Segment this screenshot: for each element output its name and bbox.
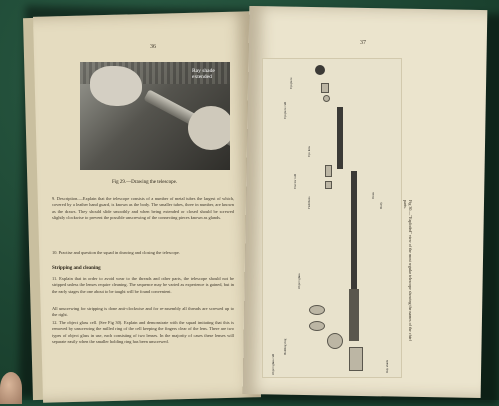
label-ray-shade: Ray shade [385,359,389,373]
left-page-number: 36 [150,44,156,50]
label-body: Body [379,202,383,209]
label-object-glass: Object glass [297,273,301,289]
label-holding-ring: Holding ring [283,338,287,355]
body-part [349,289,359,341]
erector-tube-part [337,107,343,169]
eye-lens-part [323,95,330,102]
paragraph-11: 11. Explain that in order to avoid wear to the threads and other parts, the telescope should not be stripped unless the lenses require cleaning. The sequence may be varied as experience is gained, but in the early stages the one about to be taught will be found convenient. [52,276,234,294]
right-page-number: 37 [360,40,366,46]
draw-tube-part [351,171,357,291]
label-erector-cell: Erector cell [293,174,297,189]
photo-hand-right [188,106,230,150]
eyepiece-part [315,65,325,75]
paragraph-10: 10. Practise and question the squad in drawing and closing the telescope. [52,250,180,255]
label-object-glass-cell: Object glass cell [271,353,275,375]
paragraph-9: 9. Description.—Explain that the telescope consists of a number of metal tubes the largest of which, covered by a leather hand guard, is known as the body. The smaller tubes, three in number, are known as the draws. They should slide smoothly and when being extended or closed should be screwed slightly clockwise to prevent the possible unscrewing of the connecting pieces known as glands. [52,196,234,220]
label-eye-lens: Eye lens [307,146,311,157]
paragraph-12: 12. The object glass cell. (See Fig 30). Explain and demonstrate with the squad imitating that this is removed by unscrewing the milled ring of the cell keeping the fingers clear of the lens. There are two types of object glass in use, each consisting of two lenses. In the majority of cases these lenses will separate easily when the smaller holding ring has been unscrewed. [52,320,234,344]
figure-30-caption: Fig 30.—"Exploded" view of the most regular telescope showing the names of the chief parts. [403,200,413,341]
label-eyepiece-cell: Eyepiece cell [283,101,287,119]
holding-ring-part [309,321,325,331]
photo-hand-left [90,66,142,106]
label-eyepiece: Eyepiece [289,77,293,89]
object-glass-cell-part [327,333,343,349]
label-field-lens: Field lens [307,196,311,209]
figure-29-caption: Fig 29.—Drawing the telescope. [112,180,178,185]
label-draw: Draw [371,191,375,199]
paragraph-11b: All unscrewing for stripping is done anti-clockwise and for re-assembly all threads are screwed up to the right. [52,306,234,318]
object-glass-part [309,305,325,315]
section-heading: Stripping and cleaning [52,266,101,271]
erector-cell-part [325,165,332,177]
photo-label: Ray shade extended [192,68,215,80]
thumb [0,372,22,404]
ray-shade-part [349,347,363,371]
eyepiece-cell-part [321,83,329,93]
telescope-diagram [262,58,402,378]
field-lens-part [325,181,332,189]
